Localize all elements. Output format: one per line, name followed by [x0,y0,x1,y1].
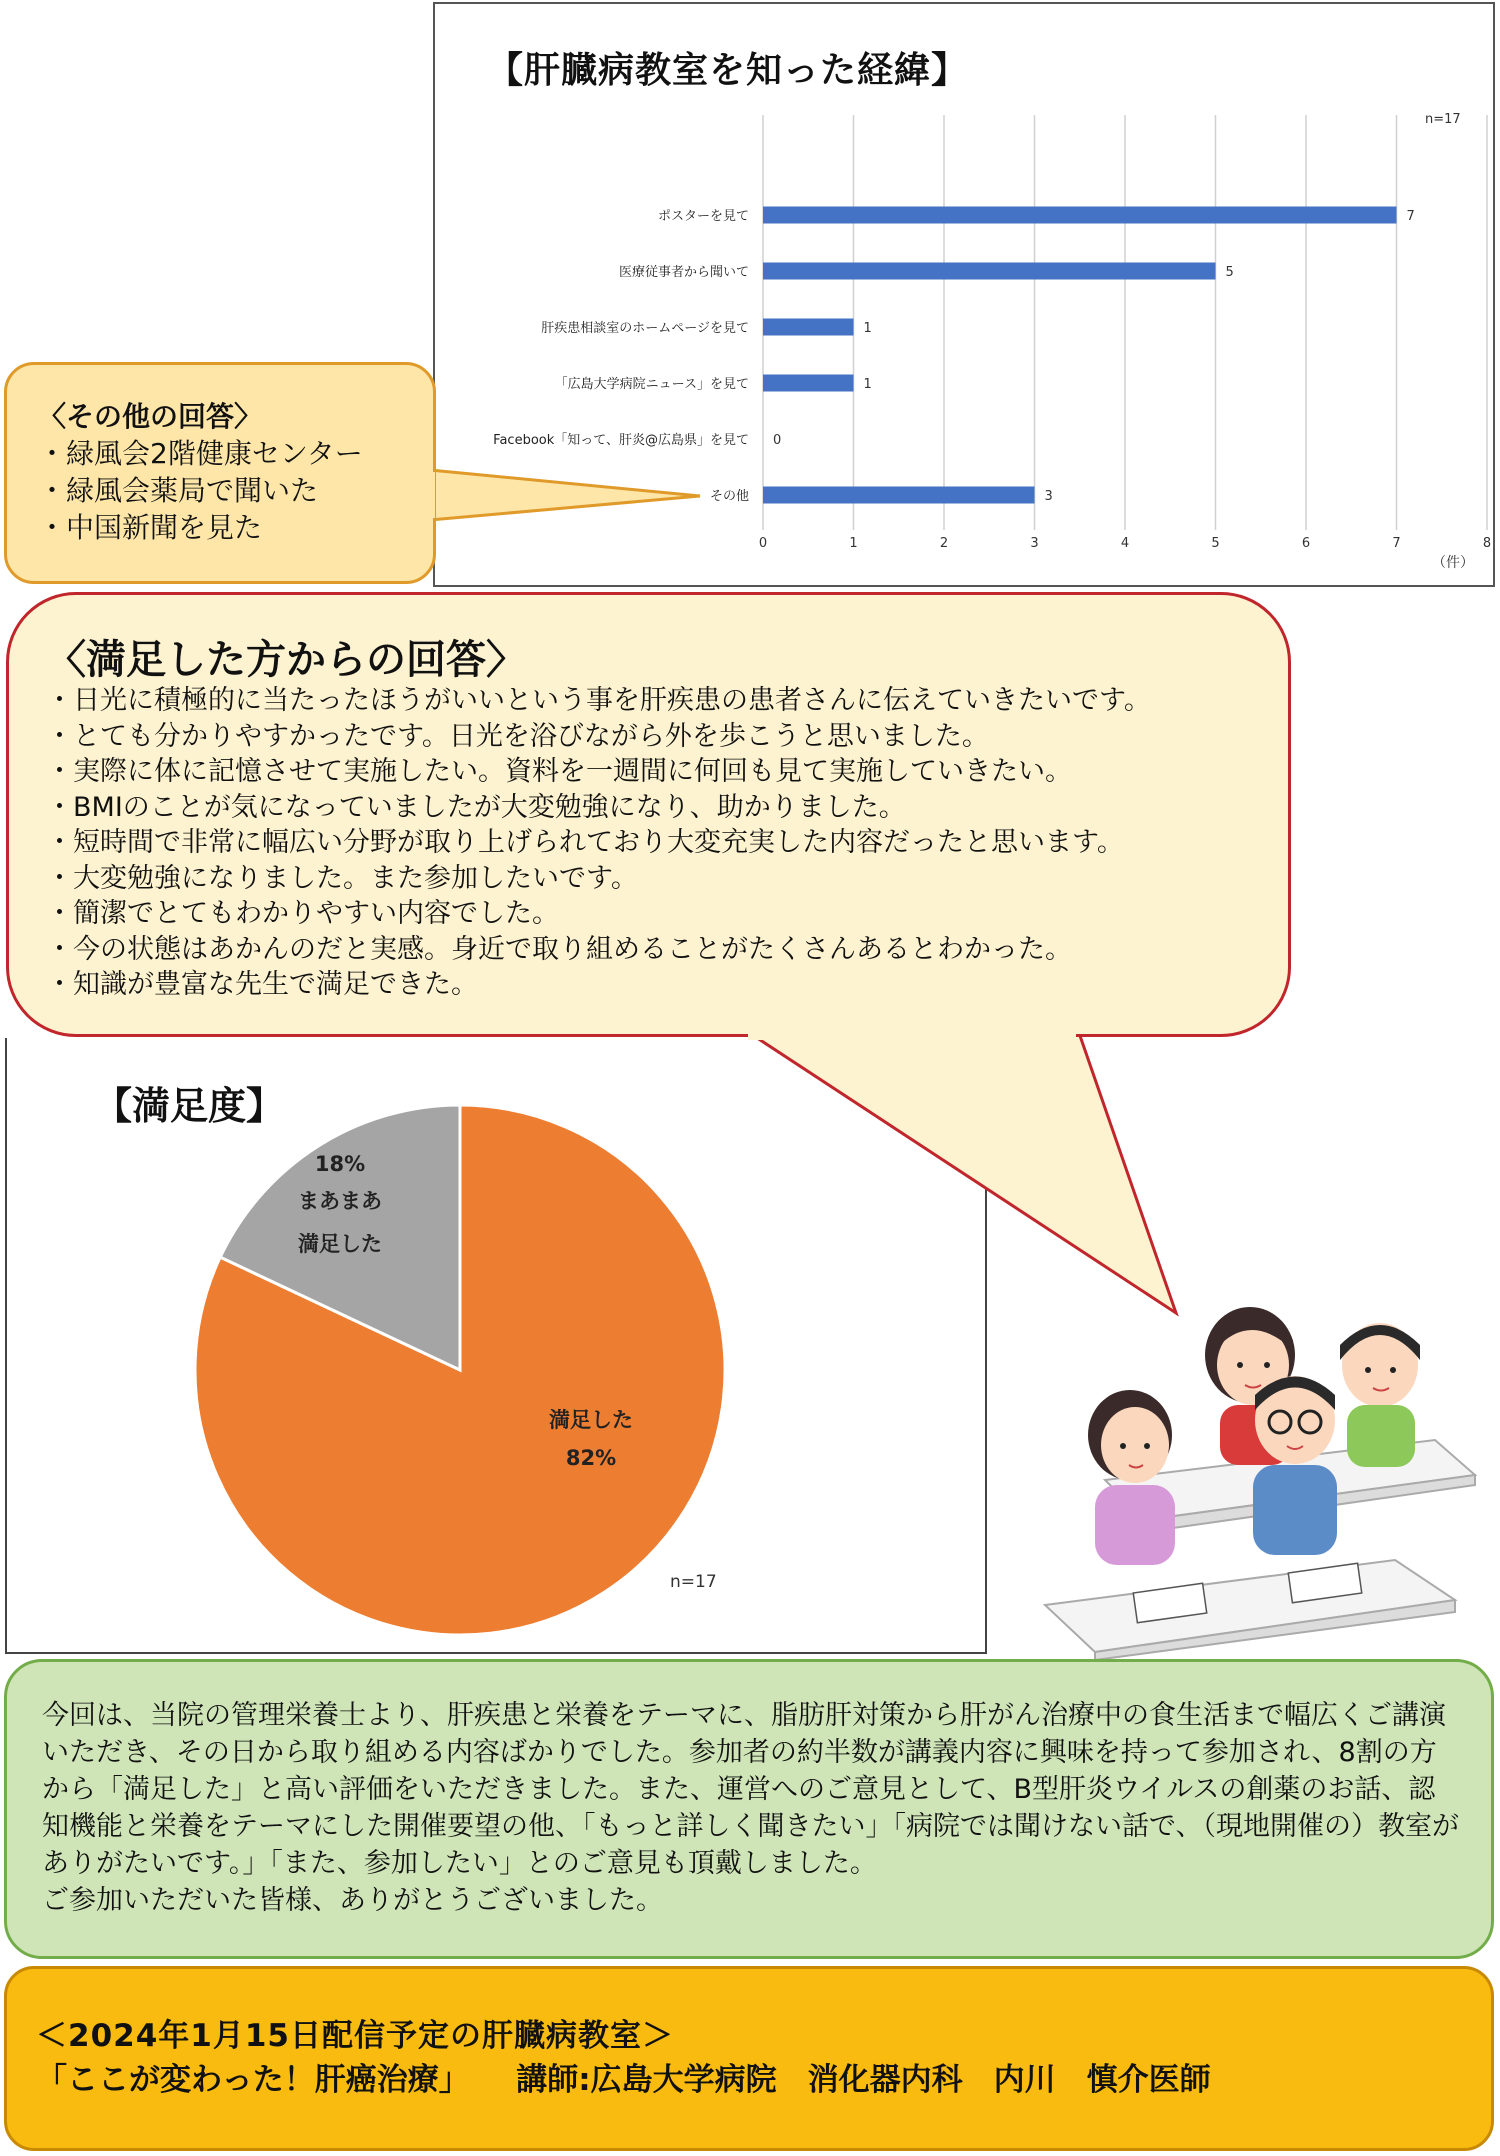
pie-pct-somewhat: 18% [314,1152,366,1176]
bar-chart-tick-label: 3 [1030,536,1039,551]
other-answer-item: ・緑風会2階健康センター [38,437,363,470]
classroom-students-illustration [1035,1270,1495,1660]
bar-chart-value-label: 1 [863,377,872,392]
list-item: ・大変勉強になりました。また参加したいです。 [46,862,638,894]
bar-chart-tick-label: 2 [939,536,949,551]
list-item: ・とても分かりやすかったです。日光を浴びながら外を歩こうと思いました。 [46,720,989,752]
summary-thanks: ご参加いただいた皆様、ありがとうございました。 [42,1885,663,1916]
bar-chart-category-label: 医療従事者から聞いて [618,265,749,280]
bar-chart-category-label: 「広島大学病院ニュース」を見て [554,377,749,392]
bar-chart-category-label: ポスターを見て [657,209,749,224]
bar-chart-tick-label: 0 [758,536,768,551]
summary [42,1697,1462,1919]
pie-label-somewhat-2: 満足した [298,1232,382,1256]
bar-chart-tick-label: 8 [1482,536,1492,551]
other-answer-item: ・中国新聞を見た [38,511,263,544]
bar-chart-title: 【肝臓病教室を知った経緯】 [487,50,969,91]
list-item: ・知識が豊富な先生で満足できた。 [46,969,478,1000]
student-back-right [1340,1323,1420,1467]
list-item: ・簡潔でとてもわかりやすい内容でした。 [46,898,559,929]
bar-chart-tick-label: 6 [1301,536,1311,551]
bar-chart-category-label: その他 [709,489,749,504]
pie-pct-satisfied: 82% [565,1446,617,1470]
satisfied-answers-heading: 〈満足した方からの回答〉 [46,637,526,683]
pie-chart-sample-size: n=17 [670,1572,717,1592]
bar-chart-value-label: 7 [1406,209,1415,224]
bar-chart-value-label: 0 [773,433,782,448]
summary-text: 今回は、当院の管理栄養士より、肝疾患と栄養をテーマに、脂肪肝対策から肝がん治療中の食生活まで幅広くご講演いただき、その日から取り組める内容ばかりでした。参加者の約半数が講義内容に興味を持って参加され、8割の方から「満足した」と高い評価をいただきました。また、運営へのご意見として、B型肝炎ウイルスの創薬のお話、認知機能と栄養をテーマにした開催要望の他、「もっと詳しく聞きたい」「病院では聞けない話で、（現地開催の）教室がありがたいです。」「また、参加したい」とのご意見も頂戴しました。 [42,1700,1459,1879]
bar-chart-tick-label: 5 [1211,536,1220,551]
list-item: ・短時間で非常に幅広い分野が取り上げられており大変充実した内容だったと思います。 [46,827,1124,858]
bar-chart-category-label: 肝疾患相談室のホームページを見て [541,321,749,336]
list-item: ・BMIのことが気になっていましたが大変勉強になり、助かりました。 [46,791,906,823]
bar-chart-value-label: 1 [863,321,872,336]
bar-chart-tick-label: 4 [1120,536,1130,551]
list-item: ・実際に体に記憶させて実施したい。資料を一週間に何回も見て実施していきたい。 [46,756,1072,787]
pie-chart-title: 【満足度】 [94,1084,285,1128]
bar-chart-tick-label: 1 [849,536,858,551]
pie-label-satisfied: 満足した [549,1408,633,1432]
other-answer-item: ・緑風会薬局で聞いた [38,474,319,507]
other-answers-heading: 〈その他の回答〉 [38,400,263,433]
bar-chart-tick-label: 7 [1392,536,1401,551]
bar-chart-sample-size: n=17 [1425,112,1461,127]
announcement-lecture: 「ここが変わった！肝癌治療」 講師:広島大学病院 消化器内科 内川 慎介医師 [36,2062,1211,2098]
bar-chart-category-label: Facebook「知って、肝炎@広島県」を見て [493,433,749,448]
list-item: ・日光に積極的に当たったほうがいいという事を肝疾患の患者さんに伝えていきたいです。 [46,685,1151,716]
pie-label-somewhat-1: まあまあ [298,1189,382,1213]
list-item: ・今の状態はあかんのだと実感。身近で取り組めることがたくさんあるとわかった。 [46,933,1072,965]
satisfied-answers-list [46,683,1151,1003]
bar-chart-unit-label: （件） [1432,555,1474,571]
bar-chart-value-label: 5 [1225,265,1234,280]
announcement-heading: ＜2024年1月15日配信予定の肝臓病教室＞ [36,2018,674,2054]
bar-chart-value-label: 3 [1044,489,1053,504]
